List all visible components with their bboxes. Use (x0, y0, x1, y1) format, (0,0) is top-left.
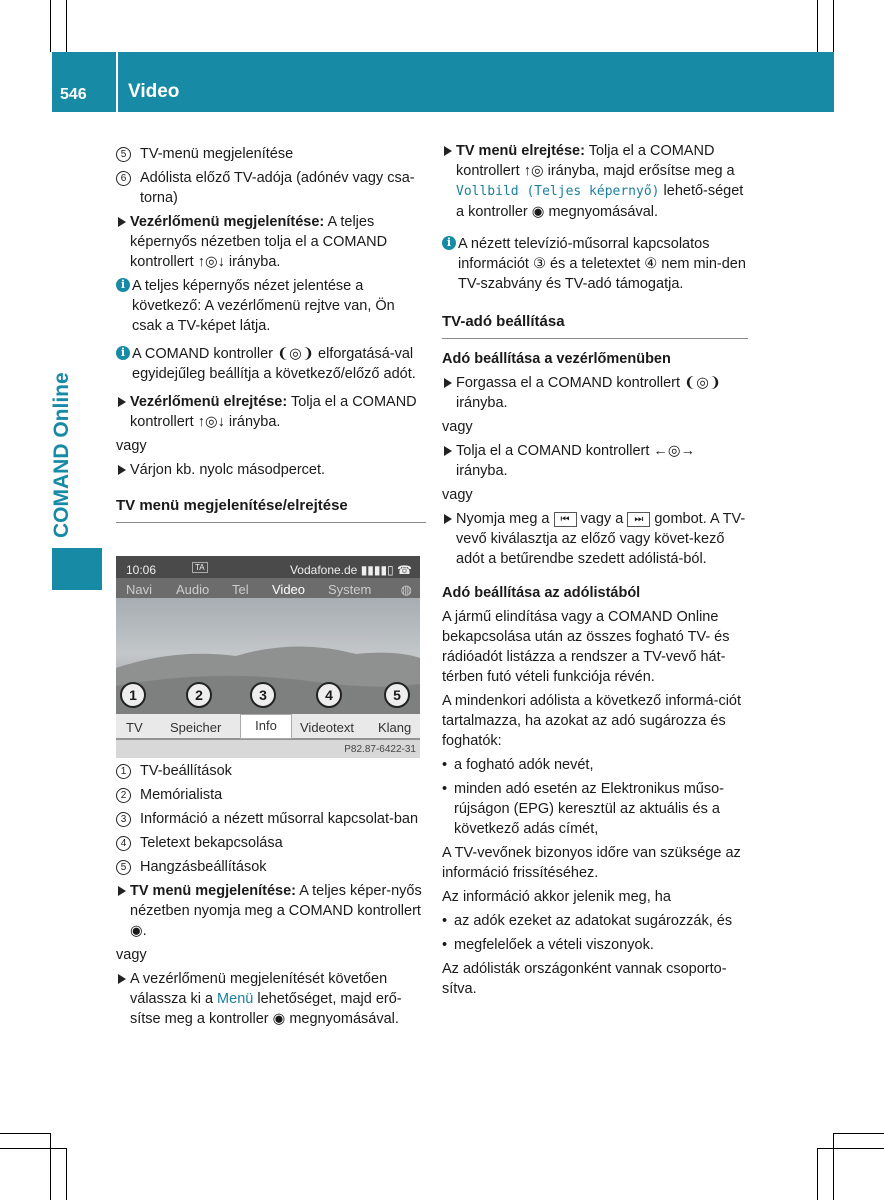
screen-bottom-menu (116, 714, 420, 738)
paragraph: A mindenkori adólista a következő informá-ciót tartalmazza, ha azokat az adó sugározza és foghatók: (442, 693, 742, 749)
or-text: vagy (116, 438, 147, 454)
header-bar (116, 52, 834, 112)
right-column (442, 141, 748, 1003)
action-step: TV menü elrejtése: Tolja el a COMAND kontrollert ↑◎ irányba, majd erősítse meg a Vollbild (Teljes képernyő) lehető-séget a kontroller ◉ megnyomásával. (442, 141, 748, 222)
legend-item: 6 Adólista előző TV-adója (adónév vagy csa-torna) (116, 168, 426, 208)
action-step: Várjon kb. nyolc másodpercet. (116, 460, 426, 480)
callout-5: 5 (384, 682, 410, 708)
paragraph: Az adólisták országonként vannak csoporto-sítva. (442, 961, 727, 997)
crop-mark (0, 1148, 66, 1149)
paragraph: A TV-vevőnek bizonyos időre van szüksége az információ frissítéséhez. (442, 845, 741, 881)
crop-mark (817, 1148, 884, 1149)
crop-mark (50, 0, 51, 52)
crop-mark (833, 1133, 834, 1200)
comand-screen (116, 556, 420, 762)
crop-mark (50, 1133, 51, 1200)
legend-item: 5 Hangzásbeállítások (116, 857, 426, 877)
side-tab-block (52, 548, 102, 590)
next-key-icon: ⏭ (627, 512, 650, 527)
callout-2: 2 (186, 682, 212, 708)
page-number: 546 (60, 86, 87, 103)
globe-icon: ◍ (400, 582, 412, 597)
paragraph: A jármű elindítása vagy a COMAND Online bekapcsolása után az összes fogható TV- és rádióadót listázza a rendszer a TV-vevő hát-térben futó vételi funkciója révén. (442, 609, 730, 685)
subheading: Adó beállítása a vezérlőmenüben (442, 351, 671, 367)
or-text: vagy (442, 487, 473, 503)
ta-badge: TA (192, 562, 208, 573)
action-step: A vezérlőmenü megjelenítését követően válassza ki a Menü lehetőséget, majd erő-sítse meg a kontroller ◉ megnyomásával. (116, 969, 426, 1029)
screen-status-bar (116, 556, 420, 578)
screen-menu-item: Navi (126, 582, 153, 597)
info-note: i A teljes képernyős nézet jelentése a következő: A vezérlőmenü rejtve van, Ön csak a TV-képet látja. (116, 276, 426, 336)
header-divider (116, 52, 118, 112)
action-step: Vezérlőmenü elrejtése: Tolja el a COMAND kontrollert ↑◎↓ irányba. (116, 392, 426, 432)
crop-mark (833, 1133, 884, 1134)
info-icon: i (116, 346, 130, 360)
section-heading: TV menü megjelenítése/elrejtése (116, 496, 426, 523)
screen-bottom-item-selected: Info (240, 714, 292, 739)
action-step: Vezérlőmenü megjelenítése: A teljes képernyős nézetben tolja el a COMAND kontrollert ↑◎↓ irányba. (116, 212, 426, 272)
legend-item: 3 Információ a nézett műsorral kapcsolat-ban (116, 809, 426, 829)
bullet-item: • az adók ezeket az adatokat sugározzák, és (442, 911, 748, 931)
crop-mark (833, 0, 834, 52)
action-step: Tolja el a COMAND kontrollert ←◎→ irányba. (442, 441, 748, 481)
crop-mark (817, 0, 818, 52)
crop-mark (66, 0, 67, 52)
page-title: Video (128, 81, 180, 102)
action-step: TV menü megjelenítése: A teljes képer-nyős nézetben nyomja meg a COMAND kontrollert ◉. (116, 881, 426, 941)
bullet-item: • megfelelőek a vételi viszonyok. (442, 935, 748, 955)
screen-bottom-item: Videotext (300, 720, 354, 735)
paragraph: Az információ akkor jelenik meg, ha (442, 889, 671, 905)
screen-menu-item: Audio (176, 582, 210, 597)
crop-mark (66, 1148, 67, 1200)
info-note: i A nézett televízió-műsorral kapcsolatos információt ③ és a teletextet ④ nem min-den TV-szabvány és TV-adó támogatja. (442, 234, 748, 294)
action-step: Forgassa el a COMAND kontrollert ❨◎❩ irányba. (442, 373, 748, 413)
screen-menu-item: Tel (232, 582, 249, 597)
screen-bottom-item: Speicher (170, 720, 222, 735)
screen-menu-item: Video (272, 582, 306, 597)
legend-item: 1 TV-beállítások (116, 761, 426, 781)
crop-mark (0, 1133, 50, 1134)
side-chapter-label: COMAND Online (50, 372, 73, 538)
section-heading: TV-adó beállítása (442, 312, 748, 339)
subheading: Adó beállítása az adólistából (442, 585, 641, 601)
legend-item: 4 Teletext bekapcsolása (116, 833, 426, 853)
legend-item: 5 TV-menü megjelenítése (116, 144, 426, 164)
callout-1: 1 (120, 682, 146, 708)
info-icon: i (116, 278, 130, 292)
image-caption-code: P82.87-6422-31 (116, 740, 420, 758)
prev-key-icon: ⏮ (554, 512, 577, 527)
callout-3: 3 (250, 682, 276, 708)
screen-bottom-item: TV (126, 720, 143, 735)
screen-menu-item: System (328, 582, 372, 597)
screen-menu-bar (116, 578, 420, 598)
action-step: Nyomja meg a ⏮ vagy a ⏭ gombot. A TV-vevő kiválasztja az előző vagy követ-kező adót a betűrendbe szedett adólistá-ból. (442, 509, 748, 569)
or-text: vagy (442, 419, 473, 435)
bullet-item: • minden adó esetén az Elektronikus műso-rújságon (EPG) keresztül az aktuális és a következő adás címét, (442, 779, 748, 839)
legend-item: 2 Memórialista (116, 785, 426, 805)
bullet-item: • a fogható adók nevét, (442, 755, 748, 775)
screen-provider: Vodafone.de ▮▮▮▮▯ ☎ (289, 563, 412, 577)
or-text: vagy (116, 947, 147, 963)
callout-4: 4 (316, 682, 342, 708)
screen-time: 10:06 (126, 563, 157, 577)
crop-mark (817, 1148, 818, 1200)
screen-bottom-item: Klang (378, 720, 412, 735)
info-icon: i (442, 236, 456, 250)
info-note: i A COMAND kontroller ❨◎❩ elforgatásá-val egyidejűleg beállítja a következő/előző adót. (116, 344, 426, 384)
